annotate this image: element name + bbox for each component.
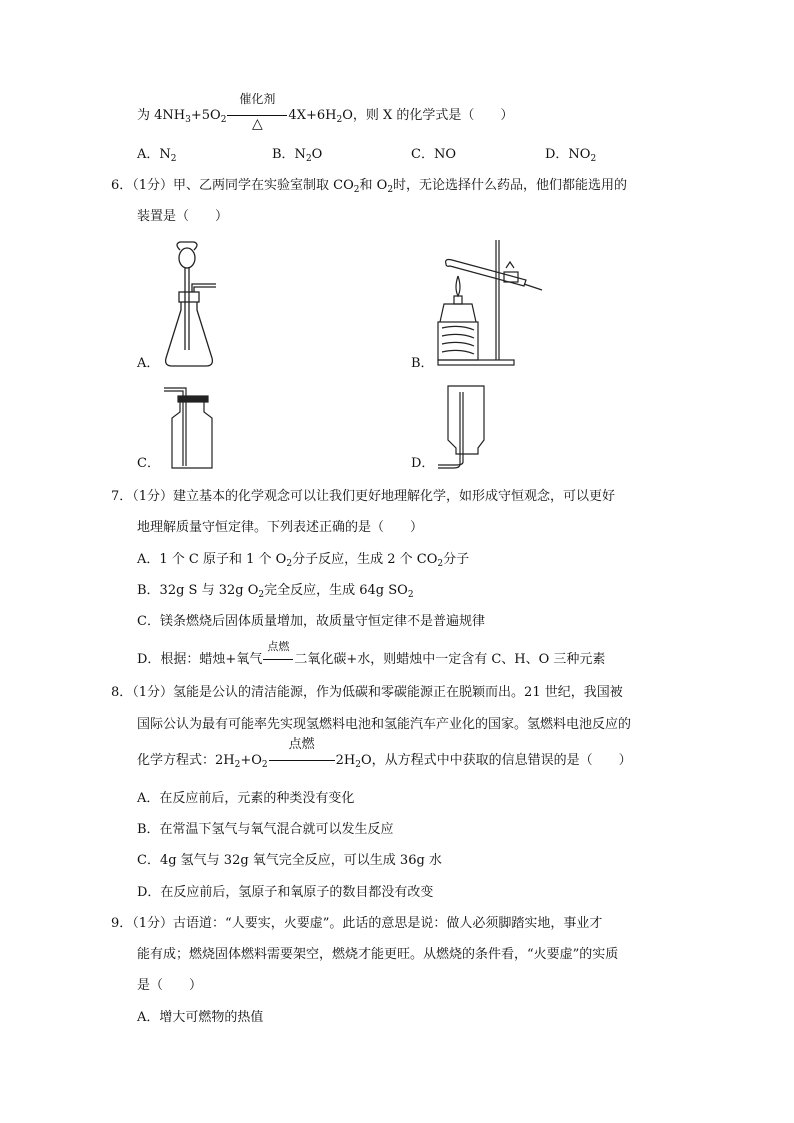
subscript: 3	[185, 115, 191, 125]
option-text: O	[311, 147, 323, 162]
option-text: 完全反应，生成 64g SO	[264, 583, 408, 598]
q7-option-a[interactable]	[137, 551, 469, 569]
q6-text: 和 O	[359, 178, 388, 193]
q7-option-b[interactable]	[137, 582, 414, 600]
subscript: 2	[353, 185, 360, 195]
option-text: A．N	[137, 147, 171, 162]
q8-stem-line2: 国际公认为最有可能率先实现氢燃料电池和氢能汽车产业化的国家。氢燃料电池反应的	[137, 717, 632, 732]
option-text: C．NO	[411, 147, 456, 162]
q8-stem-line3	[137, 737, 632, 770]
q8-option-c[interactable]: C．4g 氢气与 32g 氧气完全反应，可以生成 36g 水	[137, 853, 442, 868]
subscript: 2	[234, 760, 241, 770]
condition-ignite: 点燃	[288, 737, 315, 752]
subscript: 2	[305, 154, 312, 164]
reaction-condition	[269, 737, 335, 770]
q8-text: +O	[240, 753, 262, 768]
q5-text: +5O	[190, 108, 221, 123]
subscript: 2	[286, 559, 293, 569]
q8-text: 化学方程式：2H	[137, 753, 235, 768]
q7-stem-line2: 地理解质量守恒定律。下列表述正确的是（ ）	[137, 520, 424, 535]
q5-option-c[interactable]	[411, 146, 456, 164]
subscript: 2	[387, 185, 394, 195]
gas-collection-inverted-icon	[434, 382, 494, 474]
q8-stem-line1: 8．（1分）氢能是公认的清洁能源，作为低碳和零碳能源正在脱颖而出。21 世纪，我国被	[111, 685, 623, 700]
q9-stem-line2: 能有成；燃烧固体燃料需要架空，燃烧才能更旺。从燃烧的条件看，“火要虚”的实质	[137, 947, 619, 962]
option-text: D．根据：蜡烛+氧气	[137, 652, 263, 667]
option-text: 分子	[443, 552, 470, 567]
q9-option-a[interactable]: A．增大可燃物的热值	[137, 1010, 264, 1025]
q9-stem-line1: 9．（1分）古语道：“人要实，火要虚”。此话的意思是说：做人必须脚踏实地，事业才	[111, 916, 603, 931]
subscript: 2	[590, 154, 597, 164]
subscript: 2	[170, 154, 177, 164]
reaction-arrow-bar	[269, 760, 335, 761]
condition-ignite: 点燃	[267, 640, 290, 653]
q7-option-c[interactable]: C．镁条燃烧后固体质量增加，故质量守恒定律不是普遍规律	[137, 614, 485, 629]
q6-text: 6．（1分）甲、乙两同学在实验室制取 CO	[111, 178, 354, 193]
q6-label-b[interactable]: B．	[411, 356, 434, 371]
q7-stem-line1: 7．（1分）建立基本的化学观念可以让我们更好地理解化学，如形成守恒观念，可以更好	[111, 489, 616, 504]
subscript: 2	[258, 590, 265, 600]
q8-text: O，从方程式中中获取的信息错误的是（ ）	[360, 753, 632, 768]
q6-stem-line2: 装置是（ ）	[137, 209, 229, 224]
reaction-condition	[263, 640, 293, 669]
q6-stem-line1	[111, 177, 627, 195]
q5-option-b[interactable]	[272, 146, 322, 164]
q5-option-a[interactable]	[137, 146, 177, 164]
subscript: 2	[336, 115, 343, 125]
option-text: B．N	[272, 147, 306, 162]
option-text: 二氧化碳+水，则蜡烛中一定含有 C、H、O 三种元素	[294, 652, 606, 667]
option-text: B．32g S 与 32g O	[137, 583, 259, 598]
q9-stem-line3: 是（ ）	[137, 978, 203, 993]
q5-option-d[interactable]	[545, 146, 596, 164]
reaction-arrow-bar	[263, 659, 293, 660]
subscript: 2	[437, 559, 444, 569]
subscript: 2	[355, 760, 361, 770]
erlenmeyer-flask-with-funnel-icon	[160, 240, 230, 372]
q6-text: 时，无论选择什么药品，他们都能选用的	[393, 178, 628, 193]
option-text: A．1 个 C 原子和 1 个 O	[137, 552, 287, 567]
q5-text: 4X+6H	[288, 108, 337, 123]
q8-option-b[interactable]: B．在常温下氢气与氧气混合就可以发生反应	[137, 822, 394, 837]
subscript: 2	[261, 760, 268, 770]
q8-option-d[interactable]: D．在反应前后，氢原子和氧原子的数目都没有改变	[137, 885, 434, 900]
reaction-condition	[227, 92, 287, 132]
q6-label-c[interactable]: C．	[137, 456, 160, 471]
q6-label-a[interactable]: A．	[137, 356, 160, 371]
q6-label-d[interactable]: D．	[411, 456, 435, 471]
option-text: D．NO	[545, 147, 591, 162]
gas-collection-bottle-icon	[160, 382, 216, 472]
heated-test-tube-apparatus-icon	[434, 236, 546, 370]
option-text: 分子反应，生成 2 个 CO	[292, 552, 438, 567]
q8-text: 2H	[335, 753, 356, 768]
q5-text: O，则 X 的化学式是（ ）	[342, 108, 514, 123]
subscript: 2	[220, 115, 227, 125]
q7-option-d[interactable]	[137, 640, 606, 669]
condition-heat: △	[252, 116, 263, 132]
q8-option-a[interactable]: A．在反应前后，元素的种类没有变化	[137, 791, 355, 806]
q5-text: 为 4NH	[137, 108, 186, 123]
condition-catalyst: 催化剂	[239, 92, 276, 106]
q5-equation-line	[137, 92, 514, 132]
subscript: 2	[407, 590, 414, 600]
